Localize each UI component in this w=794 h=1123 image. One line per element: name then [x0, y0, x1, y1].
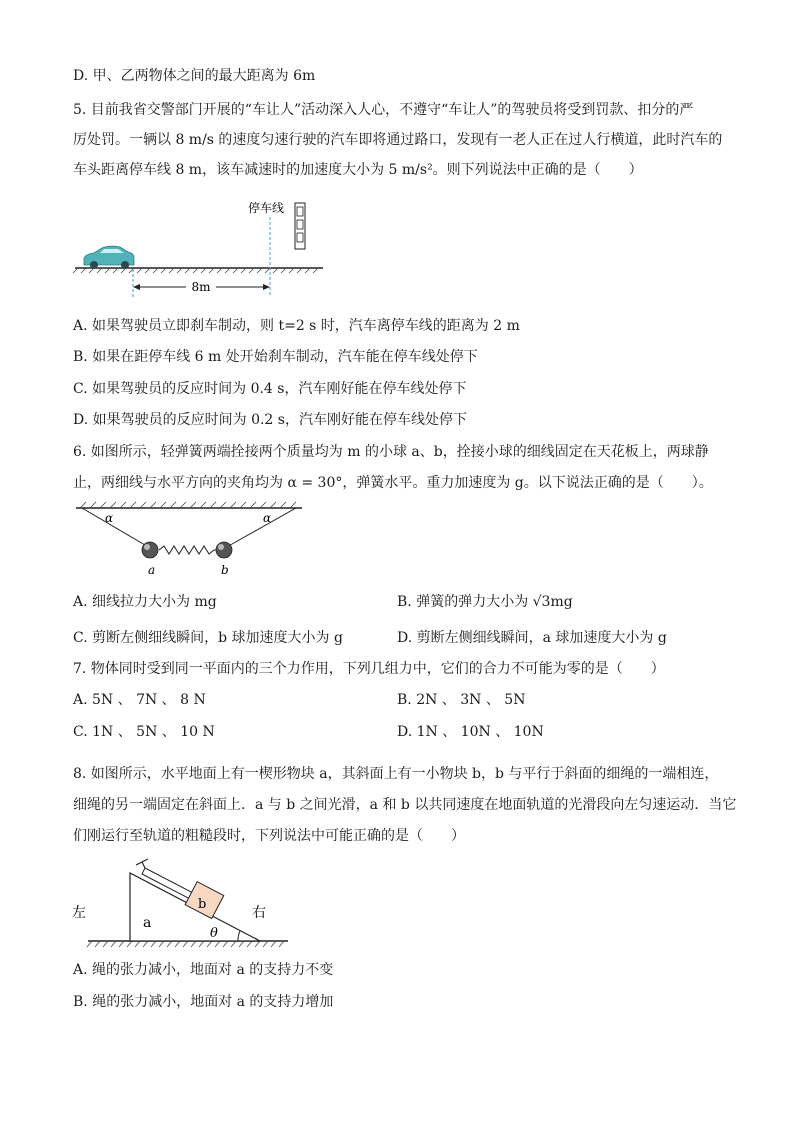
q8-block-a-label: a: [143, 915, 152, 931]
q6-ball-a-label: a: [148, 563, 156, 577]
q8-option-b: B. 绳的张力减小，地面对 a 的支持力增加: [73, 994, 334, 1010]
q7-option-a: A. 5N 、 7N 、 8 N: [73, 692, 206, 708]
car-icon: [84, 246, 134, 269]
q6-ball-b-label: b: [221, 563, 229, 577]
q8-stem-line-1: 8. 如图所示，水平地面上有一楔形物块 a，其斜面上有一小物块 b，b 与平行于斜面的细绳的一端相连，: [73, 766, 719, 782]
q7-stem: 7. 物体同时受到同一平面内的三个力作用，下列几组力中，它们的合力不可能为零的是（ ）: [73, 661, 665, 677]
q6-angle-right: α: [263, 511, 272, 525]
q5-stop-line-label: 停车线: [248, 201, 285, 215]
q8-option-a: A. 绳的张力减小，地面对 a 的支持力不变: [73, 962, 334, 978]
q7-option-d: D. 1N 、 10N 、 10N: [397, 724, 544, 740]
q6-stem-line-2: 止，两细线与水平方向的夹角均为 α = 30°，弹簧水平。重力加速度为 g。以下说法正确的是（ ）。: [73, 475, 713, 491]
q6-option-c: C. 剪断左侧细线瞬间，b 球加速度大小为 g: [73, 630, 343, 646]
q8-stem-line-3: 们刚运行至轨道的粗糙段时，下列说法中可能正确的是（ ）: [73, 828, 465, 844]
q8-block-b-label: b: [198, 897, 207, 912]
q8-left-label: 左: [72, 905, 86, 921]
q5-distance-label: 8m: [191, 280, 211, 294]
q5-option-d: D. 如果驾驶员的反应时间为 0.2 s，汽车刚好能在停车线处停下: [73, 412, 467, 428]
q7-option-c: C. 1N 、 5N 、 10 N: [73, 724, 215, 740]
q6-option-a: A. 细线拉力大小为 mg: [73, 594, 217, 610]
q5-stem-line-1: 5. 目前我省交警部门开展的“车让人”活动深入人心，不遵守“车让人”的驾驶员将受到罚款、扣分的严: [73, 102, 694, 118]
q6-figure: [70, 500, 310, 580]
q5-option-b: B. 如果在距停车线 6 m 处开始刹车制动，汽车能在停车线处停下: [73, 349, 478, 365]
q8-right-label: 右: [252, 905, 266, 921]
q5-option-c: C. 如果驾驶员的反应时间为 0.4 s，汽车刚好能在停车线处停下: [73, 381, 467, 397]
q6-stem-line-1: 6. 如图所示，轻弹簧两端拴接两个质量均为 m 的小球 a、b，拴接小球的细线固定在天花板上，两球静: [73, 444, 709, 460]
q4-option-d: D. 甲、乙两物体之间的最大距离为 6m: [73, 68, 316, 84]
q6-angle-left: α: [105, 511, 114, 525]
q5-stem-line-3: 车头距离停车线 8 m，该车减速时的加速度大小为 5 m/s²。则下列说法中正确的是（ ）: [73, 162, 643, 178]
q6-option-b: B. 弹簧的弹力大小为 √3mg: [397, 594, 573, 610]
q5-figure: [70, 195, 330, 300]
q5-stem-line-2: 厉处罚。一辆以 8 m/s 的速度匀速行驶的汽车即将通过路口，发现有一老人正在过人行横道，此时汽车的: [73, 132, 723, 148]
q8-angle-label: θ: [210, 926, 218, 941]
q5-option-a: A. 如果驾驶员立即刹车制动，则 t=2 s 时，汽车离停车线的距离为 2 m: [73, 318, 520, 334]
q6-option-d: D. 剪断左侧细线瞬间，a 球加速度大小为 g: [397, 630, 667, 646]
q8-stem-line-2: 细绳的另一端固定在斜面上．a 与 b 之间光滑，a 和 b 以共同速度在地面轨道的光滑段向左匀速运动．当它: [73, 797, 737, 813]
crosswalk-sign-icon: [295, 203, 305, 249]
q8-figure: [70, 855, 300, 955]
q7-option-b: B. 2N 、 3N 、 5N: [397, 692, 526, 708]
